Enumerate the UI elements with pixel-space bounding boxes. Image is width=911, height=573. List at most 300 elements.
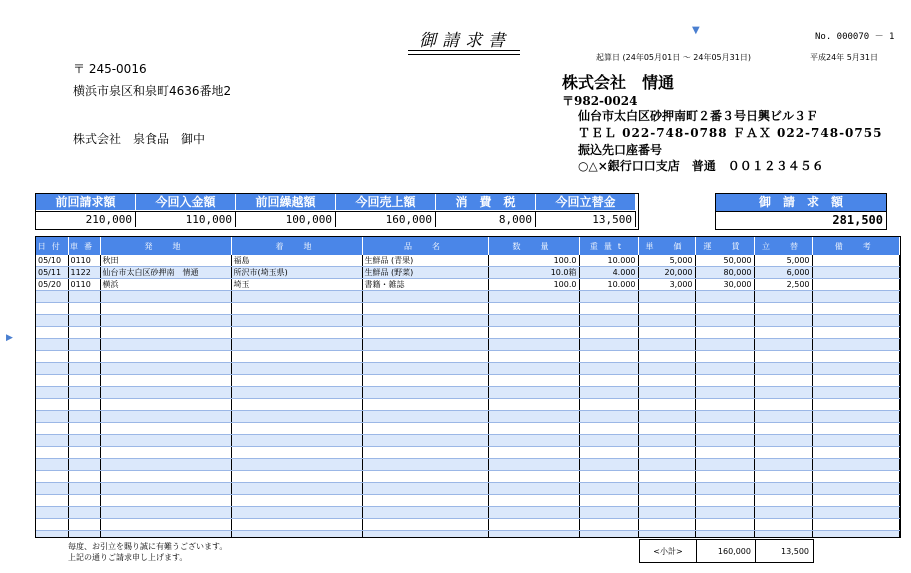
column-header: 着 地 (231, 237, 362, 255)
table-cell (579, 399, 638, 411)
table-cell (231, 483, 362, 495)
title-underline (408, 54, 520, 55)
table-cell: 仙台市太白区砂押南 情通 (100, 267, 231, 279)
table-cell (754, 459, 812, 471)
summary-value: 100,000 (236, 211, 336, 227)
table-cell (695, 363, 754, 375)
table-row (36, 315, 900, 327)
table-cell (100, 363, 231, 375)
table-cell: 生鮮品 (青果) (362, 255, 488, 267)
table-row (36, 375, 900, 387)
table-cell (231, 471, 362, 483)
table-cell (362, 363, 488, 375)
bank-account-label: 振込先口座番号 (578, 143, 663, 157)
table-cell: 4.000 (579, 267, 638, 279)
table-row (36, 255, 900, 267)
table-cell (36, 459, 68, 471)
table-cell (231, 531, 362, 539)
table-cell (231, 339, 362, 351)
table-cell (695, 375, 754, 387)
table-cell (68, 291, 100, 303)
table-row (36, 387, 900, 399)
table-cell (695, 327, 754, 339)
table-cell (231, 447, 362, 459)
table-cell (36, 447, 68, 459)
table-cell (812, 483, 900, 495)
table-cell (68, 375, 100, 387)
table-cell (100, 447, 231, 459)
table-cell (488, 351, 579, 363)
table-cell (638, 471, 695, 483)
summary-value: 210,000 (36, 211, 136, 227)
subtotal-advance: 13,500 (781, 546, 809, 556)
summary-value: 13,500 (536, 211, 636, 227)
table-cell (68, 507, 100, 519)
table-cell: 10.000 (579, 279, 638, 291)
table-cell (812, 399, 900, 411)
table-cell (812, 339, 900, 351)
table-cell: 6,000 (754, 267, 812, 279)
table-cell (695, 399, 754, 411)
document-number: No. 000070 － 1 (815, 32, 895, 42)
table-cell (36, 303, 68, 315)
table-cell (100, 507, 231, 519)
table-cell (695, 507, 754, 519)
column-header: 重量t (579, 237, 638, 255)
table-cell (754, 483, 812, 495)
table-cell (488, 495, 579, 507)
table-cell (362, 435, 488, 447)
document-title: 御請求書 (419, 31, 511, 51)
table-row (36, 351, 900, 363)
table-cell (231, 435, 362, 447)
table-row (36, 471, 900, 483)
title-underline (408, 50, 520, 51)
column-header: 発 地 (100, 237, 231, 255)
table-cell (695, 315, 754, 327)
table-cell (362, 303, 488, 315)
table-cell (231, 507, 362, 519)
table-cell (362, 471, 488, 483)
client-postal-code: 〒 245-0016 (73, 62, 147, 76)
table-cell (812, 327, 900, 339)
row-marker-icon: ▶ (6, 333, 13, 343)
table-cell: 30,000 (695, 279, 754, 291)
table-cell (695, 519, 754, 531)
table-row (36, 279, 900, 291)
table-cell (579, 459, 638, 471)
table-cell (638, 387, 695, 399)
sheet-marker-icon: ▼ (692, 25, 700, 36)
table-cell (695, 459, 754, 471)
total-label: 御 請 求 額 (716, 194, 886, 211)
table-row (36, 327, 900, 339)
table-cell (488, 291, 579, 303)
table-cell: 0110 (68, 255, 100, 267)
table-cell: 秋田 (100, 255, 231, 267)
table-cell (100, 303, 231, 315)
table-cell (68, 531, 100, 539)
table-cell (638, 375, 695, 387)
table-cell (579, 363, 638, 375)
line-items-table (35, 236, 901, 538)
table-cell (68, 315, 100, 327)
table-cell (36, 375, 68, 387)
table-cell (488, 519, 579, 531)
table-cell (100, 375, 231, 387)
table-cell (812, 411, 900, 423)
table-cell (579, 387, 638, 399)
table-cell (695, 483, 754, 495)
table-cell (638, 507, 695, 519)
table-cell (68, 363, 100, 375)
table-cell (231, 315, 362, 327)
table-cell (362, 483, 488, 495)
table-cell (695, 351, 754, 363)
table-cell (36, 507, 68, 519)
table-cell (812, 387, 900, 399)
table-cell (68, 351, 100, 363)
table-cell (579, 447, 638, 459)
table-row (36, 303, 900, 315)
table-cell (362, 351, 488, 363)
table-cell (754, 327, 812, 339)
table-cell (754, 399, 812, 411)
table-cell (362, 315, 488, 327)
table-cell (231, 519, 362, 531)
table-cell (754, 435, 812, 447)
table-cell: 横浜 (100, 279, 231, 291)
column-header: 単 価 (638, 237, 695, 255)
table-cell: 生鮮品 (野菜) (362, 267, 488, 279)
table-cell (68, 411, 100, 423)
table-cell (695, 291, 754, 303)
subtotal-label: <小計> (640, 540, 697, 562)
table-cell (754, 507, 812, 519)
table-cell (36, 495, 68, 507)
table-cell (100, 315, 231, 327)
table-cell: 100.0 (488, 255, 579, 267)
table-cell (638, 291, 695, 303)
table-cell (754, 291, 812, 303)
table-cell (638, 435, 695, 447)
table-cell: 5,000 (754, 255, 812, 267)
table-cell (579, 531, 638, 539)
closing-period: 起算日 (24年05月01日 ～ 24年05月31日) (596, 53, 751, 62)
table-cell (36, 471, 68, 483)
table-cell (231, 351, 362, 363)
table-cell (488, 531, 579, 539)
table-cell (695, 423, 754, 435)
table-cell (488, 507, 579, 519)
table-row (36, 363, 900, 375)
table-cell (68, 459, 100, 471)
table-cell (488, 423, 579, 435)
table-cell (754, 495, 812, 507)
table-cell (362, 375, 488, 387)
table-row (36, 399, 900, 411)
table-cell (638, 351, 695, 363)
table-cell (231, 291, 362, 303)
table-cell (579, 291, 638, 303)
table-cell: 1122 (68, 267, 100, 279)
table-cell (36, 315, 68, 327)
table-cell (638, 303, 695, 315)
table-cell (579, 315, 638, 327)
table-cell (812, 351, 900, 363)
table-cell (754, 387, 812, 399)
table-cell (100, 435, 231, 447)
table-cell (754, 519, 812, 531)
table-cell (579, 327, 638, 339)
table-cell (362, 399, 488, 411)
table-cell (812, 459, 900, 471)
table-cell (754, 411, 812, 423)
table-cell (231, 399, 362, 411)
table-cell (362, 459, 488, 471)
table-cell (754, 471, 812, 483)
table-cell (754, 423, 812, 435)
table-cell (362, 291, 488, 303)
table-cell (68, 447, 100, 459)
table-cell (68, 519, 100, 531)
table-cell: 10.000 (579, 255, 638, 267)
table-cell (100, 519, 231, 531)
table-cell (754, 303, 812, 315)
billing-note: 上記の通りご請求申し上げます。 (68, 553, 188, 562)
column-header: 日付 (36, 237, 68, 255)
table-cell (812, 507, 900, 519)
table-cell (812, 519, 900, 531)
table-cell: 05/20 (36, 279, 68, 291)
table-cell (754, 363, 812, 375)
table-cell (638, 411, 695, 423)
table-cell (36, 519, 68, 531)
subtotal-freight: 160,000 (697, 540, 756, 562)
table-cell (638, 315, 695, 327)
table-row (36, 483, 900, 495)
table-cell (231, 411, 362, 423)
table-cell (695, 435, 754, 447)
table-cell (638, 363, 695, 375)
table-cell (100, 471, 231, 483)
table-cell (638, 495, 695, 507)
table-cell (638, 459, 695, 471)
table-cell (68, 327, 100, 339)
column-header: 運 賃 (695, 237, 754, 255)
client-name: 株式会社 泉食品 御中 (73, 132, 206, 146)
subtotal-row (639, 539, 814, 563)
table-cell (754, 375, 812, 387)
table-cell (638, 519, 695, 531)
table-row (36, 459, 900, 471)
issuer-postal-code: 〒982-0024 (562, 94, 638, 108)
table-row (36, 423, 900, 435)
table-cell (36, 339, 68, 351)
column-header: 備 考 (812, 237, 900, 255)
table-cell (579, 423, 638, 435)
table-cell (488, 447, 579, 459)
summary-value: 160,000 (336, 211, 436, 227)
table-cell: 5,000 (638, 255, 695, 267)
table-cell (231, 375, 362, 387)
column-header: 車番 (68, 237, 100, 255)
table-cell (812, 471, 900, 483)
issuer-address: 仙台市太白区砂押南町２番３号日興ビル３Ｆ (578, 109, 819, 123)
table-cell (579, 507, 638, 519)
table-cell (362, 447, 488, 459)
table-cell (579, 411, 638, 423)
table-cell (488, 435, 579, 447)
table-cell (695, 339, 754, 351)
table-cell (231, 495, 362, 507)
table-cell (812, 423, 900, 435)
table-row (36, 267, 900, 279)
table-cell (100, 411, 231, 423)
table-cell (36, 351, 68, 363)
table-cell (68, 435, 100, 447)
table-cell (579, 375, 638, 387)
table-cell (579, 483, 638, 495)
table-cell (100, 351, 231, 363)
table-cell (68, 399, 100, 411)
table-cell (812, 255, 900, 267)
bank-account: ○△×銀行口口支店 普通 ００１２３４５６ (578, 159, 824, 173)
table-cell (488, 327, 579, 339)
table-cell (68, 423, 100, 435)
table-cell (579, 339, 638, 351)
table-cell (695, 447, 754, 459)
table-cell: 10.0箱 (488, 267, 579, 279)
issue-date: 平成24年 5月31日 (810, 53, 878, 62)
table-cell (812, 375, 900, 387)
table-cell (100, 339, 231, 351)
table-cell (812, 363, 900, 375)
summary-header: 前回繰越額 (236, 194, 336, 210)
total-value: 281,500 (716, 211, 886, 228)
table-cell (638, 447, 695, 459)
column-header: 数 量 (488, 237, 579, 255)
table-cell (36, 399, 68, 411)
table-cell (100, 291, 231, 303)
table-cell (812, 267, 900, 279)
table-cell (68, 303, 100, 315)
summary-header: 今回売上額 (336, 194, 436, 210)
table-row (36, 291, 900, 303)
table-cell (488, 315, 579, 327)
table-cell (100, 531, 231, 539)
table-cell (100, 387, 231, 399)
table-cell (812, 291, 900, 303)
table-cell (488, 399, 579, 411)
table-cell (36, 291, 68, 303)
invoice-total-box (715, 193, 887, 230)
table-cell (579, 351, 638, 363)
table-row (36, 519, 900, 531)
table-cell (68, 495, 100, 507)
table-cell (36, 363, 68, 375)
table-cell: 50,000 (695, 255, 754, 267)
table-cell (231, 387, 362, 399)
table-cell (100, 495, 231, 507)
table-cell (695, 387, 754, 399)
table-cell (36, 387, 68, 399)
table-cell (488, 387, 579, 399)
table-cell (68, 471, 100, 483)
table-cell (488, 363, 579, 375)
table-cell (812, 447, 900, 459)
table-cell (488, 375, 579, 387)
table-cell (488, 483, 579, 495)
table-cell (638, 339, 695, 351)
table-row (36, 495, 900, 507)
thank-you-note: 毎度、お引立を賜り誠に有難うございます。 (68, 542, 228, 551)
table-cell (695, 471, 754, 483)
table-cell (488, 303, 579, 315)
table-cell (100, 483, 231, 495)
table-cell (362, 507, 488, 519)
table-cell (638, 483, 695, 495)
table-cell (36, 531, 68, 539)
table-cell (812, 279, 900, 291)
table-cell: 0110 (68, 279, 100, 291)
table-cell (812, 495, 900, 507)
table-cell (68, 339, 100, 351)
summary-table (35, 193, 639, 230)
table-cell (36, 327, 68, 339)
table-cell: 所沢市(埼玉県) (231, 267, 362, 279)
column-header: 品 名 (362, 237, 488, 255)
table-cell (362, 423, 488, 435)
table-cell: 2,500 (754, 279, 812, 291)
table-cell (754, 447, 812, 459)
table-cell (362, 387, 488, 399)
table-cell (100, 459, 231, 471)
table-row (36, 339, 900, 351)
summary-header: 今回入金額 (136, 194, 236, 210)
table-cell (36, 411, 68, 423)
table-row (36, 435, 900, 447)
table-cell (488, 459, 579, 471)
table-cell (362, 339, 488, 351)
table-cell (638, 531, 695, 539)
table-cell: 100.0 (488, 279, 579, 291)
table-cell (362, 495, 488, 507)
table-cell (100, 399, 231, 411)
summary-value: 8,000 (436, 211, 536, 227)
table-cell (36, 423, 68, 435)
table-row (36, 531, 900, 539)
table-cell (579, 303, 638, 315)
table-cell (754, 531, 812, 539)
table-cell (362, 519, 488, 531)
table-cell (754, 351, 812, 363)
table-cell (100, 327, 231, 339)
table-cell (579, 471, 638, 483)
table-cell (695, 531, 754, 539)
table-cell (362, 327, 488, 339)
table-cell (362, 531, 488, 539)
summary-header: 前回請求額 (36, 194, 136, 210)
table-cell: 20,000 (638, 267, 695, 279)
table-cell: 80,000 (695, 267, 754, 279)
table-cell (638, 423, 695, 435)
column-header: 立 替 (754, 237, 812, 255)
table-cell (231, 363, 362, 375)
table-cell: 05/10 (36, 255, 68, 267)
table-cell (362, 411, 488, 423)
summary-value: 110,000 (136, 211, 236, 227)
